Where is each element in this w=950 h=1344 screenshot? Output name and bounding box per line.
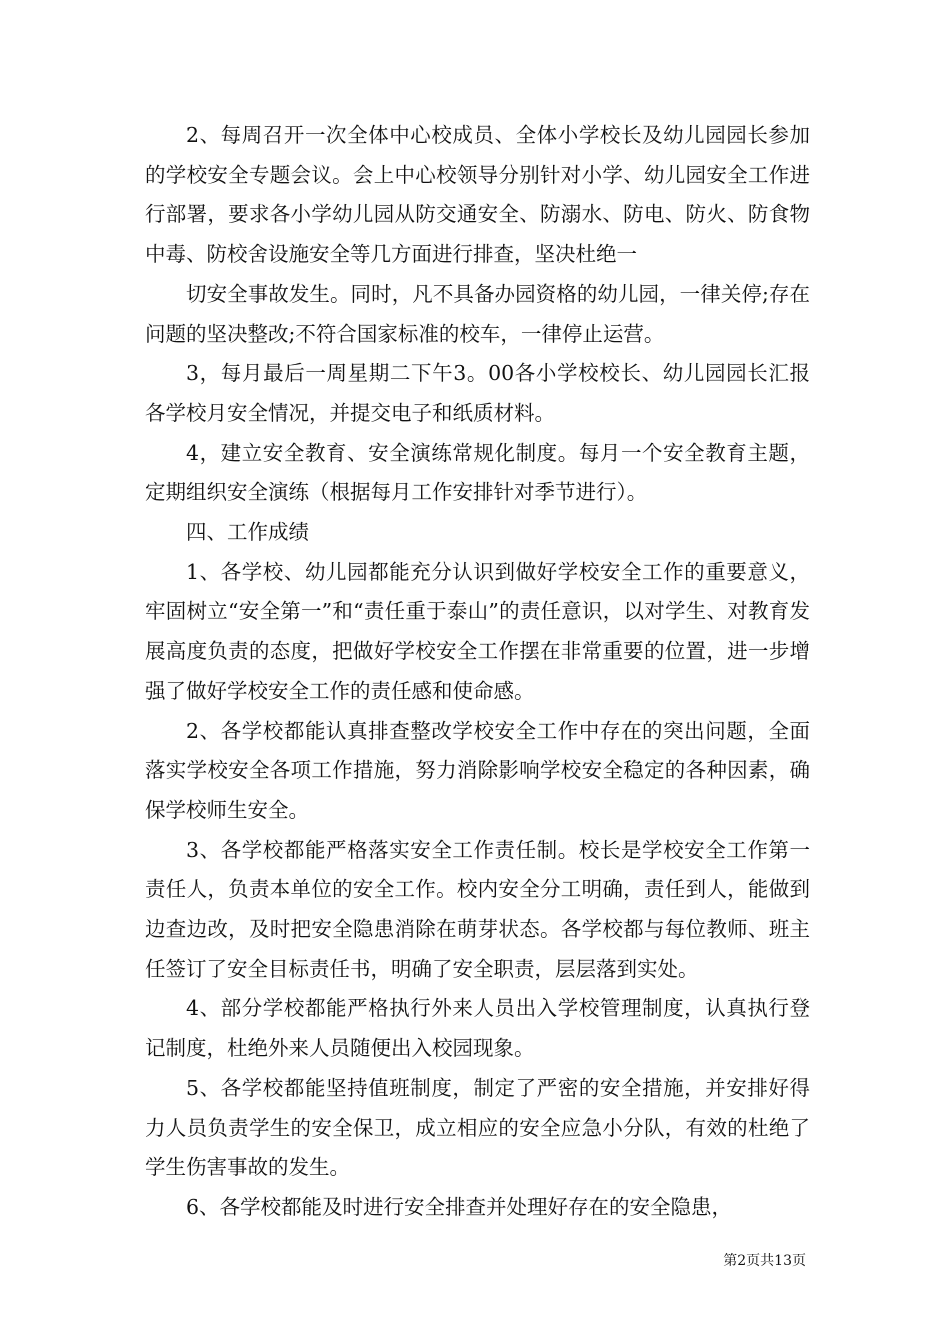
- paragraph-achievement-5: 5、各学校都能坚持值班制度，制定了严密的安全措施，并安排好得力人员负责学生的安全保卫，成立相应的安全应急小分队，有效的杜绝了学生伤害事故的发生。: [145, 1075, 810, 1180]
- paragraph-achievement-6: 6、各学校都能及时进行安全排查并处理好存在的安全隐患，: [186, 1194, 733, 1219]
- paragraph-weekly-meeting: 2、每周召开一次全体中心校成员、全体小学校长及幼儿园园长参加的学校安全专题会议。会上中心校领导分别针对小学、幼儿园安全工作进行部署，要求各小学幼儿园从防交通安全、防溺水、防电、防火、防食物中毒、防校舍设施安全等几方面进行排查，坚决杜绝一: [145, 123, 810, 267]
- paragraph-safety-education: 4，建立安全教育、安全演练常规化制度。每月一个安全教育主题，定期组织安全演练（根据每月工作安排针对季节进行）。: [145, 440, 810, 505]
- paragraph-achievement-2: 2、各学校都能认真排查整改学校安全工作中存在的突出问题，全面落实学校安全各项工作措施，努力消除影响学校安全稳定的各种因素，确保学校师生安全。: [145, 718, 810, 822]
- paragraph-monthly-report: 3，每月最后一周星期二下午3。00各小学校校长、幼儿园园长汇报各学校月安全情况，并提交电子和纸质材料。: [145, 361, 810, 425]
- page-number-footer: 第2页共13页: [723, 1253, 806, 1269]
- paragraph-achievement-4: 4、部分学校都能严格执行外来人员出入学校管理制度，认真执行登记制度，杜绝外来人员随便出入校园现象。: [145, 996, 810, 1061]
- paragraph-achievement-3: 3、各学校都能严格落实安全工作责任制。校长是学校安全工作第一责任人，负责本单位的安全工作。校内安全分工明确，责任到人，能做到边查边改，及时把安全隐患消除在萌芽状态。各学校都与每位教师、班主任签订了安全目标责任书，明确了安全职责，层层落到实处。: [145, 837, 810, 981]
- document-body: [145, 116, 810, 1228]
- paragraph-accident-prevention: 切安全事故发生。同时，凡不具备办园资格的幼儿园，一律关停;存在问题的坚决整改;不符合国家标准的校车，一律停止运营。: [145, 281, 810, 346]
- paragraph-achievement-1: 1、各学校、幼儿园都能充分认识到做好学校安全工作的重要意义，牢固树立“安全第一”和“责任重于泰山”的责任意识，以对学生、对教育发展高度负责的态度，把做好学校安全工作摆在非常重要的位置，进一步增强了做好学校安全工作的责任感和使命感。: [145, 559, 810, 703]
- section-heading-achievements: 四、工作成绩: [186, 520, 309, 545]
